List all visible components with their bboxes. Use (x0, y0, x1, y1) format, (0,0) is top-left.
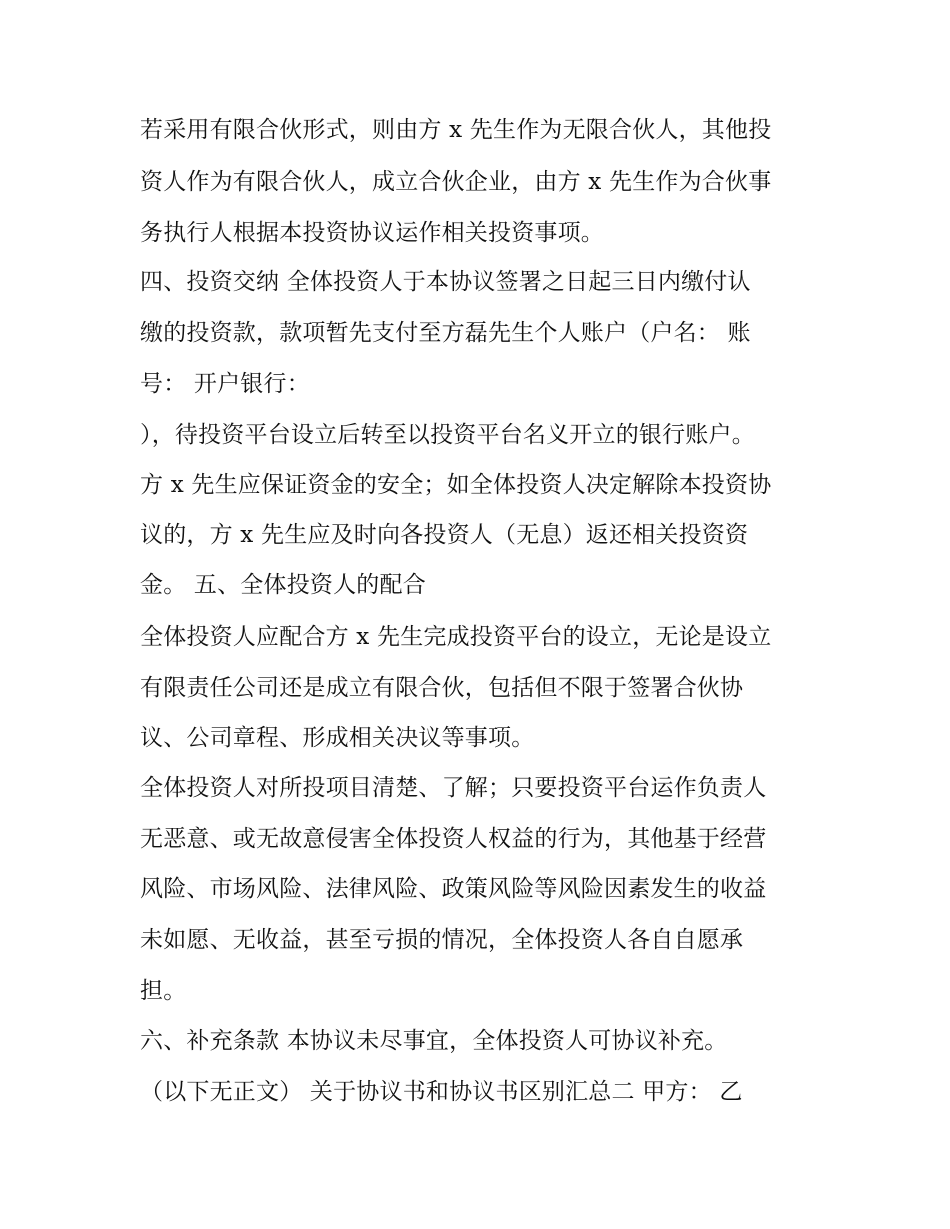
text-line: 号： 开户银行： (140, 371, 310, 397)
text-line: ），待投资平台设立后转至以投资平台名义开立的银行账户。 (140, 422, 755, 448)
text-line: 未如愿、无收益，甚至亏损的情况，全体投资人各自自愿承 (140, 927, 744, 953)
text-line: 方 x 先生应保证资金的安全；如全体投资人决定解除本投资协 (140, 472, 772, 498)
text-line: 议、公司章程、形成相关决议等事项。 (140, 725, 535, 751)
text-line: 务执行人根据本投资协议运作相关投资事项。 (140, 220, 604, 246)
text-line: 资人作为有限合伙人，成立合伙企业，由方 x 先生作为合伙事 (140, 169, 772, 195)
text-line: 议的，方 x 先生应及时向各投资人（无息）返还相关投资资 (140, 522, 749, 548)
text-line: 全体投资人对所投项目清楚、了解；只要投资平台运作负责人 (140, 775, 767, 801)
text-line: 缴的投资款，款项暂先支付至方磊先生个人账户（户名： 账 (140, 320, 751, 346)
section-heading-line: 六、补充条款 本协议未尽事宜，全体投资人可协议补充。 (140, 1028, 728, 1054)
section-heading-line: 金。 五、全体投资人的配合 (140, 572, 426, 598)
text-line: 有限责任公司还是成立有限合伙，包括但不限于签署合伙协 (140, 675, 744, 701)
section-heading-line: 四、投资交纳 全体投资人于本协议签署之日起三日内缴付认 (140, 269, 751, 295)
text-line: 风险、市场风险、法律风险、政策风险等风险因素发生的收益 (140, 876, 767, 902)
text-line: 担。 (140, 978, 187, 1004)
text-line: 无恶意、或无故意侵害全体投资人权益的行为，其他基于经营 (140, 826, 767, 852)
text-line: 若采用有限合伙形式，则由方 x 先生作为无限合伙人，其他投 (140, 117, 772, 143)
text-line: 全体投资人应配合方 x 先生完成投资平台的设立，无论是设立 (140, 624, 772, 650)
text-line: （以下无正文） 关于协议书和协议书区别汇总二 甲方： 乙 (140, 1079, 743, 1105)
